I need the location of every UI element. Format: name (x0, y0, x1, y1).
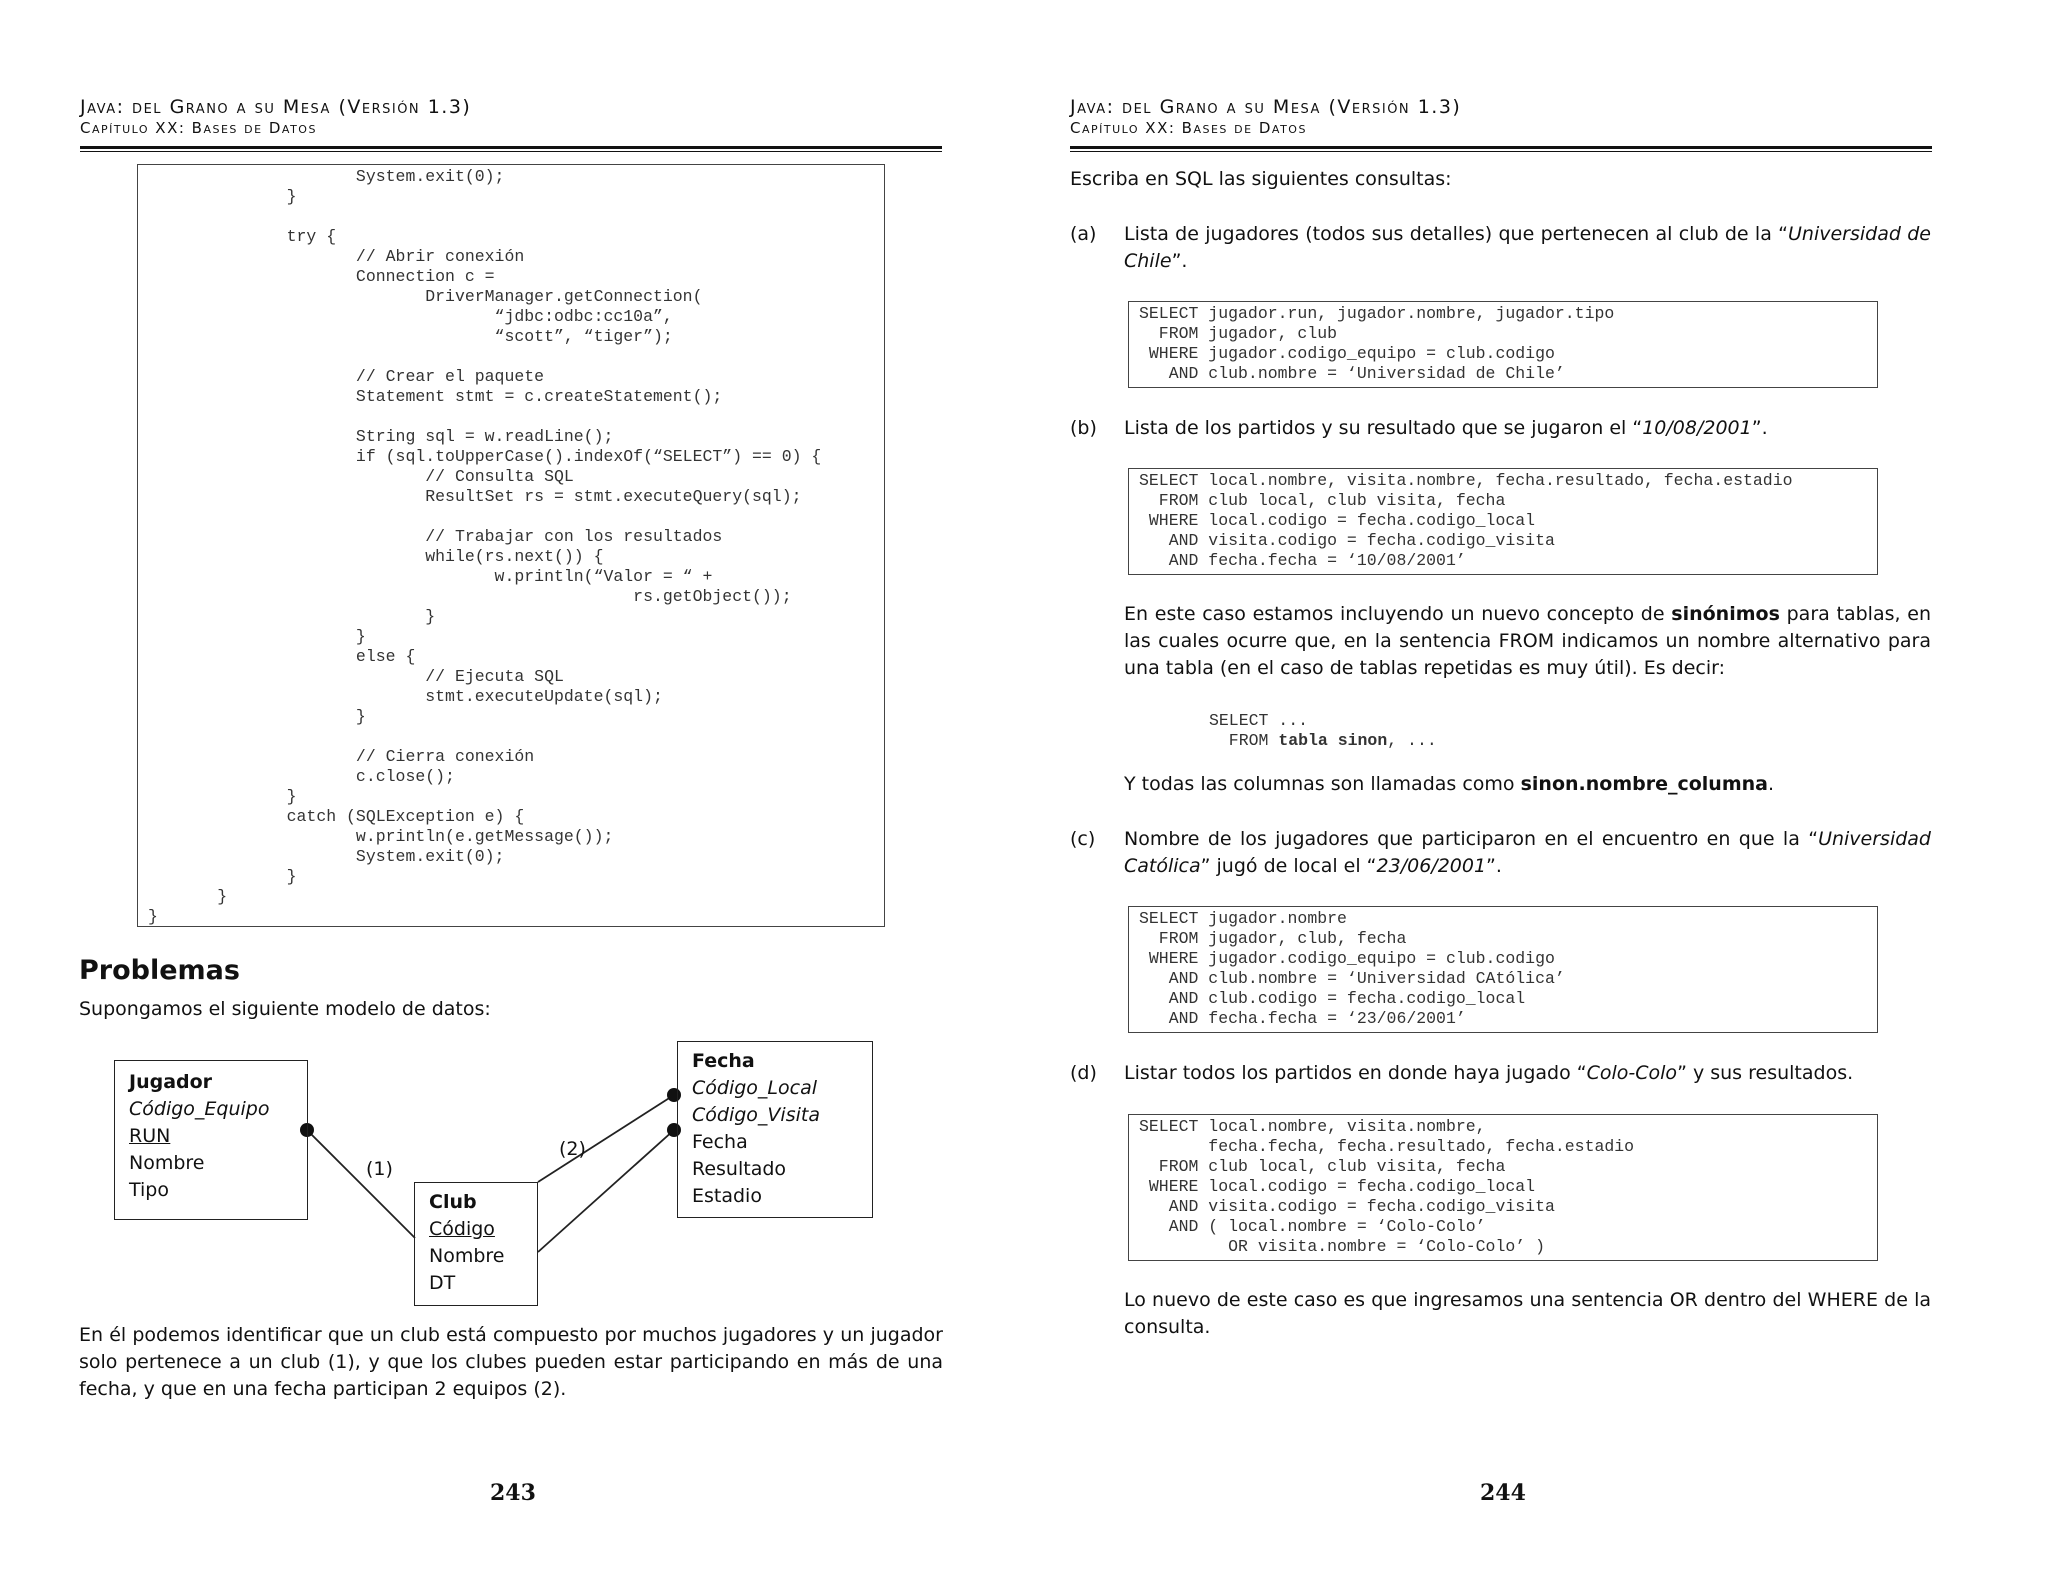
question-b-text (1124, 415, 1931, 442)
syntax-example (1209, 711, 1437, 751)
question-a-text (1124, 221, 1931, 275)
question-text: Lista de los partidos y su resultado que se jugaron el “ (1124, 417, 1643, 439)
syntax-text: , ... (1387, 731, 1437, 750)
relation-label-2: (2) (559, 1138, 586, 1160)
synonyms-paragraph (1124, 601, 1931, 682)
sql-box-a (1128, 301, 1878, 388)
question-marker: (d) (1070, 1062, 1097, 1084)
chapter-title: Capítulo XX: Bases de Datos (80, 119, 317, 137)
exercise-intro: Escriba en SQL las siguientes consultas: (1070, 168, 1452, 190)
entity-jugador (114, 1060, 308, 1220)
paragraph-emphasis: sinónimos (1671, 603, 1780, 625)
explanation-paragraph: En él podemos identificar que un club está compuesto por muchos jugadores y un jugador solo pertenece a un club (1), y que los clubes pueden estar participando en más de una fecha, y que en una fecha participan 2 equipos (2). (79, 1324, 943, 1400)
entity-fecha-title: Fecha (692, 1050, 755, 1072)
sql-box-b (1128, 468, 1878, 575)
question-emphasis: Universidad Católica (1124, 828, 1931, 877)
header-rule (1070, 146, 1932, 149)
question-text: Lista de jugadores (todos sus detalles) que pertenecen al club de la “ (1124, 223, 1788, 245)
sql-text: SELECT jugador.nombre FROM jugador, club, fecha WHERE jugador.codigo_equipo = club.codigo AND club.nombre = ‘Universidad CAtólica’ AND club.codigo = fecha.codigo_local AND fecha.fecha = ‘23/06/2001’ (1139, 909, 1565, 1028)
entity-fecha (677, 1041, 873, 1218)
question-d-text (1124, 1060, 1931, 1087)
syntax-line: SELECT ... (1209, 711, 1309, 730)
code-text: System.exit(0); } try { // Abrir conexión Connection c = DriverManager.getConnection( “jdbc:odbc:cc10a”, “scott”, “tiger”); // Crear el paquete Statement stmt = c.createStatement(); String sql = w.readLine(); if (sql.toUpperCase().indexOf(“SELECT”) == 0) { // Consulta SQL ResultSet rs = stmt.executeQuery(sql); // Trabajar con los resultados while(rs.next()) { w.println(“Valor = “ + rs.getObject()); } } else { // Ejecuta SQL stmt.executeUpdate(sql); } // Cierra conexión c.close(); } catch (SQLException e) { w.println(e.getMessage()); System.exit(0); } } } (148, 167, 822, 926)
question-emphasis: Colo-Colo (1586, 1062, 1678, 1084)
paragraph-emphasis: sinon.nombre_columna (1520, 773, 1768, 795)
book-title: Java: del Grano a su Mesa (Versión 1.3) (80, 96, 472, 118)
sql-text: SELECT jugador.run, jugador.nombre, jugador.tipo FROM jugador, club WHERE jugador.codigo_equipo = club.codigo AND club.nombre = ‘Universidad de Chile’ (1139, 304, 1615, 383)
sql-box-c (1128, 906, 1878, 1033)
question-marker: (b) (1070, 417, 1097, 439)
right-page (1024, 0, 2048, 1582)
question-emphasis: Universidad de Chile (1124, 223, 1931, 272)
question-emphasis: 10/08/2001 (1642, 417, 1752, 439)
entity-club-title: Club (429, 1191, 477, 1213)
entity-jugador-field: Código_Equipo (129, 1098, 270, 1120)
chapter-title: Capítulo XX: Bases de Datos (1070, 119, 1307, 137)
entity-club-field: Código (429, 1218, 495, 1240)
entity-fecha-field: Fecha (692, 1131, 748, 1153)
paragraph-text: Y todas las columnas son llamadas como (1124, 773, 1521, 795)
paragraph-text: para tablas, en las cuales ocurre que, en la sentencia FROM indicamos un nombre alternativo para una tabla (en el caso de tablas repetidas es muy útil). Es decir: (1124, 603, 1931, 679)
syntax-line (1209, 731, 1437, 751)
question-emphasis: 23/06/2001 (1376, 855, 1487, 877)
question-text: Nombre de los jugadores que participaron en el encuentro en que la “ (1124, 828, 1819, 850)
syntax-emphasis: tabla sinon (1278, 731, 1388, 750)
question-text: Listar todos los partidos en donde haya jugado “ (1124, 1062, 1587, 1084)
question-marker: (a) (1070, 223, 1097, 245)
page-number: 243 (490, 1480, 536, 1506)
question-c-text (1124, 826, 1931, 880)
entity-club-field: Nombre (429, 1245, 505, 1267)
entity-jugador-title: Jugador (129, 1071, 213, 1093)
question-text: ” jugó de local el “ (1200, 855, 1377, 877)
sql-text: SELECT local.nombre, visita.nombre, fecha.fecha, fecha.resultado, fecha.estadio FROM club local, club visita, fecha WHERE local.codigo = fecha.codigo_local AND visita.codigo = fecha.codigo_visita AND ( local.nombre = ‘Colo-Colo’ OR visita.nombre = ‘Colo-Colo’ ) (1139, 1117, 1635, 1256)
entity-jugador-field: Tipo (129, 1179, 169, 1201)
paragraph-text: . (1767, 773, 1775, 795)
section-heading: Problemas (79, 955, 240, 986)
entity-fecha-field: Código_Visita (692, 1104, 820, 1126)
columns-paragraph (1124, 771, 1931, 798)
entity-fecha-field: Resultado (692, 1158, 787, 1180)
sql-text: SELECT local.nombre, visita.nombre, fecha.resultado, fecha.estadio FROM club local, club visita, fecha WHERE local.codigo = fecha.codigo_local AND visita.codigo = fecha.codigo_visita AND fecha.fecha = ‘10/08/2001’ (1139, 471, 1793, 570)
book-title: Java: del Grano a su Mesa (Versión 1.3) (1070, 96, 1462, 118)
entity-jugador-field: Nombre (129, 1152, 205, 1174)
entity-club-field: DT (429, 1272, 456, 1294)
header-rule-thin (1070, 151, 1932, 152)
or-paragraph: Lo nuevo de este caso es que ingresamos una sentencia OR dentro del WHERE de la consulta. (1124, 1289, 1931, 1338)
question-text: ”. (1751, 417, 1768, 439)
entity-fecha-field: Código_Local (692, 1077, 817, 1099)
question-text: ”. (1486, 855, 1502, 877)
page-number: 244 (1480, 1480, 1526, 1506)
syntax-text: FROM (1209, 731, 1279, 750)
relation-label-1: (1) (366, 1158, 393, 1180)
question-text: ”. (1171, 250, 1188, 272)
intro-text: Supongamos el siguiente modelo de datos: (79, 998, 491, 1020)
question-marker: (c) (1070, 828, 1096, 850)
question-text: ” y sus resultados. (1677, 1062, 1854, 1084)
entity-fecha-field: Estadio (692, 1185, 762, 1207)
sql-box-d (1128, 1114, 1878, 1261)
entity-club (414, 1182, 538, 1306)
paragraph-text: En este caso estamos incluyendo un nuevo concepto de (1124, 603, 1672, 625)
relation-line-1 (307, 1130, 415, 1238)
entity-jugador-field: RUN (129, 1125, 171, 1147)
running-header (1070, 96, 1461, 138)
